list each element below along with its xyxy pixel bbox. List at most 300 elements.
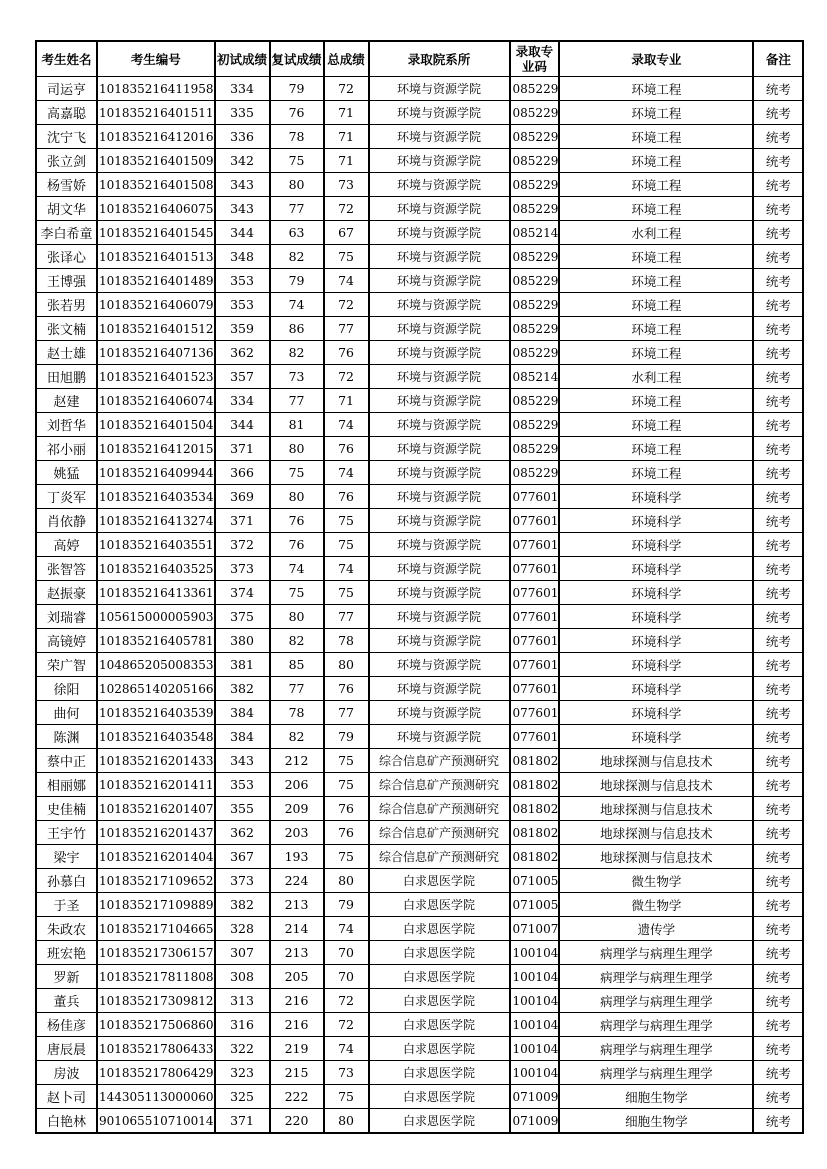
- table-row: [36, 749, 803, 773]
- table-row: [36, 533, 803, 557]
- cell-remark: 统考: [753, 869, 803, 893]
- cell-initial-score: 334: [215, 77, 270, 101]
- cell-department: 白求恩医学院: [369, 1013, 510, 1037]
- cell-remark: 统考: [753, 917, 803, 941]
- cell-retest-score: 85: [270, 653, 324, 677]
- table-row: [36, 389, 803, 413]
- cell-initial-score: 369: [215, 485, 270, 509]
- cell-initial-score: 344: [215, 413, 270, 437]
- cell-retest-score: 75: [270, 149, 324, 173]
- cell-major-code: 085229: [510, 77, 560, 101]
- cell-department: 环境与资源学院: [369, 389, 510, 413]
- cell-id: 101835216401504: [97, 413, 215, 437]
- cell-department: 白求恩医学院: [369, 1109, 510, 1134]
- cell-initial-score: 325: [215, 1085, 270, 1109]
- cell-name: 高嘉聪: [36, 101, 97, 125]
- cell-initial-score: 362: [215, 341, 270, 365]
- cell-department: 白求恩医学院: [369, 965, 510, 989]
- cell-name: 曲何: [36, 701, 97, 725]
- cell-remark: 统考: [753, 461, 803, 485]
- cell-major: 环境工程: [559, 293, 753, 317]
- table-row: [36, 509, 803, 533]
- cell-total-score: 75: [324, 749, 369, 773]
- cell-major: 病理学与病理生理学: [559, 1013, 753, 1037]
- cell-major: 地球探测与信息技术: [559, 845, 753, 869]
- cell-initial-score: 343: [215, 749, 270, 773]
- cell-id: 101835216406079: [97, 293, 215, 317]
- cell-total-score: 72: [324, 293, 369, 317]
- cell-retest-score: 82: [270, 725, 324, 749]
- cell-initial-score: 353: [215, 773, 270, 797]
- cell-remark: 统考: [753, 149, 803, 173]
- cell-retest-score: 209: [270, 797, 324, 821]
- cell-id: 104865205008353: [97, 653, 215, 677]
- cell-total-score: 74: [324, 269, 369, 293]
- cell-retest-score: 63: [270, 221, 324, 245]
- cell-major: 细胞生物学: [559, 1109, 753, 1134]
- cell-retest-score: 203: [270, 821, 324, 845]
- table-row: [36, 869, 803, 893]
- cell-major-code: 077601: [510, 533, 560, 557]
- cell-remark: 统考: [753, 1061, 803, 1085]
- cell-name: 肖依静: [36, 509, 97, 533]
- cell-initial-score: 322: [215, 1037, 270, 1061]
- cell-id: 101835216403551: [97, 533, 215, 557]
- cell-name: 董兵: [36, 989, 97, 1013]
- cell-major-code: 085229: [510, 341, 560, 365]
- cell-retest-score: 193: [270, 845, 324, 869]
- cell-initial-score: 384: [215, 725, 270, 749]
- cell-major-code: 081802: [510, 749, 560, 773]
- cell-major: 地球探测与信息技术: [559, 797, 753, 821]
- table-row: [36, 725, 803, 749]
- cell-total-score: 77: [324, 605, 369, 629]
- table-row: [36, 1013, 803, 1037]
- table-row: [36, 77, 803, 101]
- cell-major: 病理学与病理生理学: [559, 941, 753, 965]
- cell-department: 白求恩医学院: [369, 941, 510, 965]
- cell-major: 环境工程: [559, 317, 753, 341]
- cell-total-score: 75: [324, 533, 369, 557]
- cell-remark: 统考: [753, 1013, 803, 1037]
- cell-retest-score: 213: [270, 893, 324, 917]
- table-row: [36, 1085, 803, 1109]
- cell-major-code: 085229: [510, 101, 560, 125]
- cell-major-code: 085214: [510, 365, 560, 389]
- cell-department: 环境与资源学院: [369, 269, 510, 293]
- cell-remark: 统考: [753, 197, 803, 221]
- cell-id: 901065510710014: [97, 1109, 215, 1134]
- cell-name: 田旭鹏: [36, 365, 97, 389]
- cell-department: 环境与资源学院: [369, 461, 510, 485]
- cell-department: 环境与资源学院: [369, 101, 510, 125]
- cell-major-code: 100104: [510, 1037, 560, 1061]
- cell-department: 环境与资源学院: [369, 533, 510, 557]
- cell-major-code: 100104: [510, 1013, 560, 1037]
- cell-initial-score: 343: [215, 197, 270, 221]
- cell-total-score: 71: [324, 101, 369, 125]
- header-remark: 备注: [753, 41, 803, 77]
- cell-id: 101835216401545: [97, 221, 215, 245]
- cell-initial-score: 307: [215, 941, 270, 965]
- cell-retest-score: 80: [270, 437, 324, 461]
- cell-department: 环境与资源学院: [369, 677, 510, 701]
- cell-initial-score: 373: [215, 557, 270, 581]
- cell-retest-score: 78: [270, 125, 324, 149]
- cell-major-code: 085229: [510, 437, 560, 461]
- cell-remark: 统考: [753, 941, 803, 965]
- cell-initial-score: 382: [215, 677, 270, 701]
- cell-initial-score: 353: [215, 293, 270, 317]
- table-row: [36, 941, 803, 965]
- cell-major-code: 100104: [510, 941, 560, 965]
- cell-department: 环境与资源学院: [369, 605, 510, 629]
- cell-major-code: 071007: [510, 917, 560, 941]
- cell-department: 综合信息矿产预测研究: [369, 773, 510, 797]
- cell-major: 环境工程: [559, 197, 753, 221]
- cell-department: 环境与资源学院: [369, 221, 510, 245]
- cell-major: 环境科学: [559, 533, 753, 557]
- cell-retest-score: 79: [270, 77, 324, 101]
- cell-major: 地球探测与信息技术: [559, 749, 753, 773]
- cell-id: 101835216413361: [97, 581, 215, 605]
- cell-remark: 统考: [753, 893, 803, 917]
- cell-major: 环境工程: [559, 173, 753, 197]
- cell-major-code: 085229: [510, 245, 560, 269]
- cell-major: 病理学与病理生理学: [559, 965, 753, 989]
- cell-major-code: 077601: [510, 701, 560, 725]
- cell-total-score: 75: [324, 1085, 369, 1109]
- cell-id: 101835216201433: [97, 749, 215, 773]
- cell-id: 101835216401512: [97, 317, 215, 341]
- cell-id: 101835217309812: [97, 989, 215, 1013]
- cell-retest-score: 214: [270, 917, 324, 941]
- cell-retest-score: 76: [270, 533, 324, 557]
- cell-id: 101835216405781: [97, 629, 215, 653]
- cell-remark: 统考: [753, 389, 803, 413]
- cell-name: 相丽娜: [36, 773, 97, 797]
- cell-department: 环境与资源学院: [369, 125, 510, 149]
- cell-initial-score: 362: [215, 821, 270, 845]
- cell-remark: 统考: [753, 605, 803, 629]
- cell-total-score: 76: [324, 677, 369, 701]
- table-row: [36, 125, 803, 149]
- cell-department: 白求恩医学院: [369, 893, 510, 917]
- cell-name: 李白希童: [36, 221, 97, 245]
- cell-major-code: 100104: [510, 989, 560, 1013]
- cell-major: 地球探测与信息技术: [559, 773, 753, 797]
- cell-total-score: 80: [324, 1109, 369, 1134]
- cell-major: 环境科学: [559, 509, 753, 533]
- cell-name: 赵士雄: [36, 341, 97, 365]
- cell-id: 101835216201407: [97, 797, 215, 821]
- cell-retest-score: 75: [270, 461, 324, 485]
- cell-name: 张文楠: [36, 317, 97, 341]
- cell-retest-score: 216: [270, 989, 324, 1013]
- cell-id: 101835216401523: [97, 365, 215, 389]
- cell-retest-score: 215: [270, 1061, 324, 1085]
- table-row: [36, 1037, 803, 1061]
- cell-name: 刘哲华: [36, 413, 97, 437]
- cell-remark: 统考: [753, 245, 803, 269]
- cell-department: 环境与资源学院: [369, 317, 510, 341]
- cell-name: 陈渊: [36, 725, 97, 749]
- cell-retest-score: 219: [270, 1037, 324, 1061]
- cell-retest-score: 75: [270, 581, 324, 605]
- cell-department: 环境与资源学院: [369, 629, 510, 653]
- cell-retest-score: 205: [270, 965, 324, 989]
- cell-major-code: 081802: [510, 845, 560, 869]
- cell-name: 张若男: [36, 293, 97, 317]
- cell-remark: 统考: [753, 437, 803, 461]
- cell-initial-score: 371: [215, 509, 270, 533]
- cell-total-score: 75: [324, 245, 369, 269]
- cell-remark: 统考: [753, 749, 803, 773]
- cell-remark: 统考: [753, 341, 803, 365]
- cell-initial-score: 343: [215, 173, 270, 197]
- header-major: 录取专业: [559, 41, 753, 77]
- cell-retest-score: 86: [270, 317, 324, 341]
- cell-id: 101835216401489: [97, 269, 215, 293]
- cell-initial-score: 371: [215, 1109, 270, 1134]
- cell-total-score: 74: [324, 1037, 369, 1061]
- cell-name: 房波: [36, 1061, 97, 1085]
- cell-retest-score: 77: [270, 677, 324, 701]
- cell-major-code: 071005: [510, 893, 560, 917]
- table-row: [36, 581, 803, 605]
- cell-total-score: 72: [324, 1013, 369, 1037]
- table-row: [36, 221, 803, 245]
- cell-department: 综合信息矿产预测研究: [369, 821, 510, 845]
- cell-major: 环境工程: [559, 77, 753, 101]
- cell-department: 环境与资源学院: [369, 149, 510, 173]
- cell-id: 101835216407136: [97, 341, 215, 365]
- cell-id: 101835216401509: [97, 149, 215, 173]
- cell-department: 环境与资源学院: [369, 653, 510, 677]
- cell-retest-score: 216: [270, 1013, 324, 1037]
- cell-total-score: 71: [324, 389, 369, 413]
- cell-name: 沈宁飞: [36, 125, 97, 149]
- table-row: [36, 965, 803, 989]
- cell-major-code: 081802: [510, 797, 560, 821]
- cell-department: 环境与资源学院: [369, 485, 510, 509]
- cell-name: 唐辰晨: [36, 1037, 97, 1061]
- cell-total-score: 77: [324, 701, 369, 725]
- cell-department: 环境与资源学院: [369, 509, 510, 533]
- cell-major-code: 077601: [510, 581, 560, 605]
- cell-major-code: 077601: [510, 653, 560, 677]
- cell-initial-score: 316: [215, 1013, 270, 1037]
- cell-initial-score: 344: [215, 221, 270, 245]
- header-name: 考生姓名: [36, 41, 97, 77]
- cell-major: 水利工程: [559, 221, 753, 245]
- cell-major-code: 081802: [510, 773, 560, 797]
- cell-total-score: 75: [324, 509, 369, 533]
- cell-total-score: 76: [324, 485, 369, 509]
- cell-total-score: 80: [324, 653, 369, 677]
- cell-remark: 统考: [753, 677, 803, 701]
- cell-retest-score: 82: [270, 629, 324, 653]
- cell-id: 105615000005903: [97, 605, 215, 629]
- cell-department: 环境与资源学院: [369, 365, 510, 389]
- cell-remark: 统考: [753, 365, 803, 389]
- cell-retest-score: 82: [270, 341, 324, 365]
- cell-major-code: 100104: [510, 965, 560, 989]
- table-row: [36, 461, 803, 485]
- cell-id: 101835216413274: [97, 509, 215, 533]
- cell-remark: 统考: [753, 269, 803, 293]
- cell-major: 环境工程: [559, 389, 753, 413]
- cell-major-code: 077601: [510, 509, 560, 533]
- cell-id: 101835217806433: [97, 1037, 215, 1061]
- cell-retest-score: 80: [270, 173, 324, 197]
- cell-remark: 统考: [753, 485, 803, 509]
- cell-total-score: 75: [324, 845, 369, 869]
- cell-total-score: 71: [324, 125, 369, 149]
- cell-major: 环境科学: [559, 653, 753, 677]
- table-row: [36, 773, 803, 797]
- cell-total-score: 71: [324, 149, 369, 173]
- cell-total-score: 76: [324, 821, 369, 845]
- cell-initial-score: 357: [215, 365, 270, 389]
- cell-initial-score: 328: [215, 917, 270, 941]
- cell-retest-score: 73: [270, 365, 324, 389]
- table-row: [36, 341, 803, 365]
- table-row: [36, 701, 803, 725]
- table-row: [36, 845, 803, 869]
- cell-major: 病理学与病理生理学: [559, 1061, 753, 1085]
- cell-major: 环境科学: [559, 485, 753, 509]
- header-total-score: 总成绩: [324, 41, 369, 77]
- cell-id: 101835216201404: [97, 845, 215, 869]
- cell-total-score: 77: [324, 317, 369, 341]
- cell-total-score: 75: [324, 773, 369, 797]
- cell-department: 环境与资源学院: [369, 245, 510, 269]
- cell-name: 赵卜司: [36, 1085, 97, 1109]
- table-row: [36, 149, 803, 173]
- cell-major: 环境科学: [559, 677, 753, 701]
- cell-name: 张立剑: [36, 149, 97, 173]
- cell-retest-score: 77: [270, 389, 324, 413]
- cell-initial-score: 384: [215, 701, 270, 725]
- cell-total-score: 79: [324, 893, 369, 917]
- cell-department: 综合信息矿产预测研究: [369, 797, 510, 821]
- cell-name: 杨佳彦: [36, 1013, 97, 1037]
- table-row: [36, 893, 803, 917]
- header-id: 考生编号: [97, 41, 215, 77]
- cell-total-score: 73: [324, 173, 369, 197]
- table-row: [36, 629, 803, 653]
- cell-major-code: 085229: [510, 173, 560, 197]
- cell-major: 环境工程: [559, 269, 753, 293]
- cell-retest-score: 80: [270, 605, 324, 629]
- cell-major: 地球探测与信息技术: [559, 821, 753, 845]
- cell-major-code: 100104: [510, 1061, 560, 1085]
- cell-major: 遗传学: [559, 917, 753, 941]
- table-row: [36, 413, 803, 437]
- cell-major: 环境工程: [559, 461, 753, 485]
- cell-major: 病理学与病理生理学: [559, 1037, 753, 1061]
- cell-name: 于圣: [36, 893, 97, 917]
- cell-total-score: 70: [324, 965, 369, 989]
- cell-total-score: 72: [324, 197, 369, 221]
- table-row: [36, 269, 803, 293]
- cell-major: 环境工程: [559, 245, 753, 269]
- cell-department: 环境与资源学院: [369, 437, 510, 461]
- cell-total-score: 74: [324, 557, 369, 581]
- table-row: [36, 605, 803, 629]
- cell-major-code: 085229: [510, 413, 560, 437]
- cell-major: 环境工程: [559, 413, 753, 437]
- cell-major-code: 077601: [510, 605, 560, 629]
- cell-name: 蔡中正: [36, 749, 97, 773]
- cell-major-code: 085229: [510, 269, 560, 293]
- cell-name: 罗新: [36, 965, 97, 989]
- cell-major-code: 071005: [510, 869, 560, 893]
- cell-id: 101835216403539: [97, 701, 215, 725]
- cell-name: 荣广智: [36, 653, 97, 677]
- cell-retest-score: 76: [270, 509, 324, 533]
- cell-major-code: 077601: [510, 725, 560, 749]
- table-row: [36, 677, 803, 701]
- cell-retest-score: 74: [270, 293, 324, 317]
- cell-initial-score: 382: [215, 893, 270, 917]
- cell-remark: 统考: [753, 101, 803, 125]
- cell-id: 101835216412015: [97, 437, 215, 461]
- cell-major: 环境科学: [559, 629, 753, 653]
- cell-major-code: 085229: [510, 317, 560, 341]
- cell-major-code: 071009: [510, 1109, 560, 1134]
- cell-name: 朱政农: [36, 917, 97, 941]
- cell-id: 101835216201411: [97, 773, 215, 797]
- cell-remark: 统考: [753, 293, 803, 317]
- cell-name: 胡文华: [36, 197, 97, 221]
- cell-id: 144305113000060: [97, 1085, 215, 1109]
- cell-retest-score: 224: [270, 869, 324, 893]
- cell-department: 环境与资源学院: [369, 581, 510, 605]
- cell-name: 赵建: [36, 389, 97, 413]
- cell-department: 环境与资源学院: [369, 197, 510, 221]
- cell-id: 101835217306157: [97, 941, 215, 965]
- cell-total-score: 78: [324, 629, 369, 653]
- cell-department: 白求恩医学院: [369, 917, 510, 941]
- cell-id: 101835216201437: [97, 821, 215, 845]
- cell-initial-score: 308: [215, 965, 270, 989]
- cell-id: 101835217109652: [97, 869, 215, 893]
- cell-total-score: 76: [324, 341, 369, 365]
- cell-initial-score: 313: [215, 989, 270, 1013]
- table-row: [36, 293, 803, 317]
- cell-total-score: 74: [324, 413, 369, 437]
- cell-name: 王博强: [36, 269, 97, 293]
- cell-id: 101835217109889: [97, 893, 215, 917]
- cell-initial-score: 375: [215, 605, 270, 629]
- cell-remark: 统考: [753, 629, 803, 653]
- cell-remark: 统考: [753, 845, 803, 869]
- cell-remark: 统考: [753, 317, 803, 341]
- cell-initial-score: 335: [215, 101, 270, 125]
- cell-id: 101835217811808: [97, 965, 215, 989]
- cell-major-code: 085229: [510, 125, 560, 149]
- cell-id: 101835216411958: [97, 77, 215, 101]
- cell-remark: 统考: [753, 965, 803, 989]
- cell-department: 环境与资源学院: [369, 341, 510, 365]
- cell-name: 张智答: [36, 557, 97, 581]
- cell-name: 刘瑞睿: [36, 605, 97, 629]
- cell-name: 高婷: [36, 533, 97, 557]
- header-row: [36, 41, 803, 77]
- cell-name: 杨雪娇: [36, 173, 97, 197]
